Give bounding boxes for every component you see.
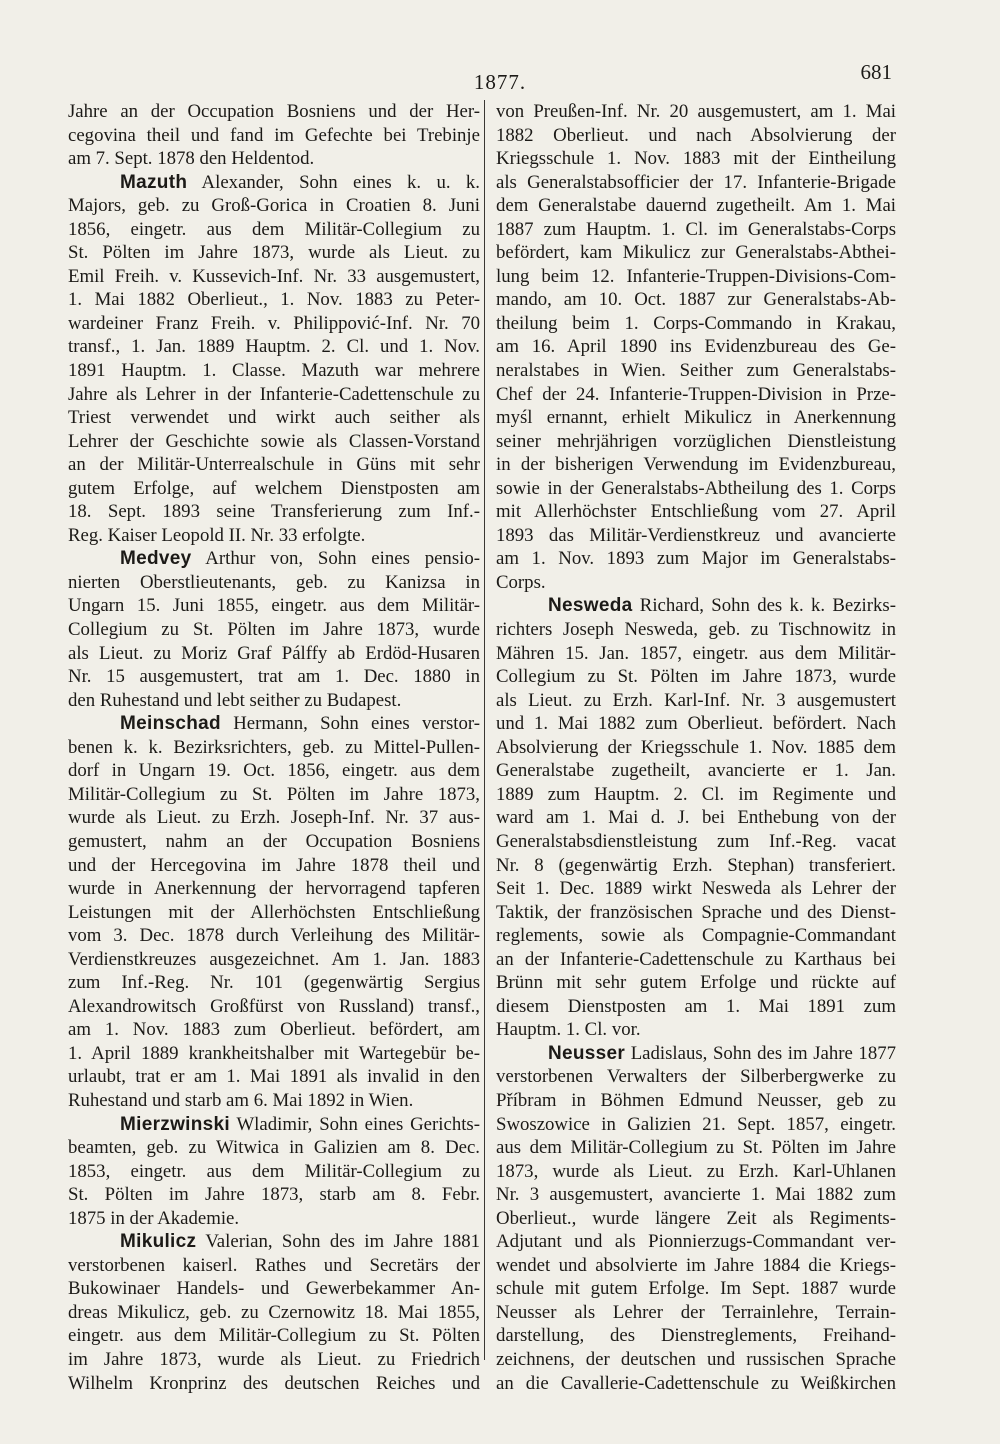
line-text: gemustert, nahm an der Occupation Bosniens — [68, 830, 480, 852]
line-text: Leistungen mit der Allerhöchsten Entschließung — [68, 901, 480, 923]
entry-name: Mikulicz — [120, 1231, 197, 1253]
line-text: an die Cavallerie-Cadettenschule zu Weißkirchen — [496, 1372, 896, 1394]
text-line — [496, 665, 896, 689]
text-line — [496, 759, 896, 783]
entry-start-line — [68, 547, 480, 571]
text-line — [496, 524, 896, 548]
text-line — [496, 1089, 896, 1113]
text-line — [496, 1113, 896, 1137]
line-text: zeichnens, der deutschen und russischen Sprache — [496, 1348, 896, 1370]
text-line — [68, 1160, 480, 1184]
text-line — [496, 1160, 896, 1184]
line-text: Alexander, Sohn eines k. u. k. — [187, 171, 480, 193]
line-text: und 1. Mai 1882 zum Oberlieut. befördert. Nach — [496, 713, 896, 735]
line-text: Generalstabsdienstleistung zum Inf.-Reg. vacat — [496, 830, 896, 852]
line-text: Absolvierung der Kriegsschule 1. Nov. 1885 dem — [496, 736, 896, 758]
line-text: 1882 Oberlieut. und nach Absolvierung der — [496, 124, 896, 146]
line-text: Adjutant und als Pionnierzugs-Commandant ver- — [496, 1231, 896, 1253]
text-line — [496, 618, 896, 642]
line-text: Wladimir, Sohn eines Gerichts- — [229, 1113, 480, 1135]
line-text: Nr. 8 (gegenwärtig Erzh. Stephan) transferiert. — [496, 854, 896, 876]
text-line — [496, 783, 896, 807]
text-line — [68, 124, 480, 148]
line-text: Jahre als Lehrer in der Infanterie-Cadettenschule zu — [68, 383, 480, 405]
line-text: an der Infanterie-Cadettenschule zu Karthaus bei — [496, 948, 896, 970]
text-line — [68, 995, 480, 1019]
line-text: Generalstabe zugetheilt, avancierte er 1. Jan. — [496, 760, 896, 782]
text-line — [68, 783, 480, 807]
text-line — [496, 854, 896, 878]
line-text: transf., 1. Jan. 1889 Hauptm. 2. Cl. und 1. Nov. — [68, 336, 480, 358]
text-line — [496, 901, 896, 925]
text-line — [68, 806, 480, 830]
entry-start-line — [496, 1042, 896, 1066]
line-text: diesem Dienstposten am 1. Mai 1891 zum — [496, 995, 896, 1017]
line-text: wurde in Anerkennung der hervorragend tapferen — [68, 878, 480, 900]
line-text: urlaubt, trat er am 1. Mai 1891 als invalid in den — [68, 1066, 480, 1088]
line-text: theilung beim 1. Corps-Commando in Krakau, — [496, 312, 896, 334]
text-line — [68, 1018, 480, 1042]
line-text: am 7. Sept. 1878 den Heldentod. — [68, 148, 315, 170]
line-text: mando, am 10. Oct. 1887 zur Generalstabs-Ab- — [496, 289, 896, 311]
text-line — [496, 1372, 896, 1396]
text-line — [68, 1301, 480, 1325]
text-line — [68, 1254, 480, 1278]
text-line — [496, 1183, 896, 1207]
text-line — [496, 1277, 896, 1301]
text-line — [496, 265, 896, 289]
line-text: 1. April 1889 krankheitshalber mit Wartegebür be- — [68, 1042, 480, 1064]
column-divider — [484, 100, 485, 1360]
text-line — [68, 477, 480, 501]
text-line — [68, 759, 480, 783]
text-line — [496, 571, 896, 595]
text-line — [68, 618, 480, 642]
line-text: gutem Erfolge, auf welchem Dienstposten am — [68, 477, 480, 499]
line-text: Ungarn 15. Juni 1855, eingetr. aus dem Militär- — [68, 595, 480, 617]
text-line — [496, 995, 896, 1019]
entry-start-line — [68, 712, 480, 736]
line-text: als Lieut. zu Moriz Graf Pálffy ab Erdöd-Husaren — [68, 642, 480, 664]
text-line — [496, 1254, 896, 1278]
text-line — [68, 1277, 480, 1301]
line-text: Swoszowice in Galizien 21. Sept. 1857, eingetr. — [496, 1113, 896, 1135]
line-text: lung beim 12. Infanterie-Truppen-Divisions-Com- — [496, 265, 896, 287]
line-text: nierten Oberstlieutenants, geb. zu Kanizsa in — [68, 571, 480, 593]
text-line — [496, 194, 896, 218]
text-line — [496, 948, 896, 972]
line-text: richters Joseph Nesweda, geb. zu Tischnowitz in — [496, 619, 896, 641]
text-line — [68, 147, 480, 171]
text-line — [496, 1324, 896, 1348]
line-text: Jahre an der Occupation Bosniens und der Her- — [68, 101, 480, 122]
text-line — [496, 453, 896, 477]
line-text: 1. Mai 1882 Oberlieut., 1. Nov. 1883 zu Peter- — [68, 289, 480, 311]
entry-start-line — [68, 1230, 480, 1254]
line-text: wendet und absolvierte im Jahre 1884 die Kriegs- — [496, 1254, 896, 1276]
text-line — [496, 1301, 896, 1325]
text-line — [68, 312, 480, 336]
line-text: Wilhelm Kronprinz des deutschen Reiches und — [68, 1372, 480, 1394]
line-text: in der bisherigen Verwendung im Evidenzbureau, — [496, 454, 896, 476]
text-line — [496, 830, 896, 854]
text-line — [68, 642, 480, 666]
text-line — [496, 288, 896, 312]
line-text: eingetr. aus dem Militär-Collegium zu St. Pölten — [68, 1325, 480, 1347]
line-text: an der Militär-Unterrealschule in Güns mit sehr — [68, 454, 480, 476]
text-line — [496, 477, 896, 501]
text-line — [68, 218, 480, 242]
text-line — [68, 430, 480, 454]
line-text: mit Allerhöchster Entschließung vom 27. April — [496, 501, 896, 523]
line-text: darstellung, des Dienstreglements, Freihand- — [496, 1325, 896, 1347]
line-text: Ruhestand und starb am 6. Mai 1892 in Wien. — [68, 1089, 414, 1111]
line-text: Militär-Collegium zu St. Pölten im Jahre 1873, — [68, 783, 480, 805]
text-line — [68, 1089, 480, 1113]
text-line — [68, 194, 480, 218]
line-text: Triest verwendet und wirkt auch seither als — [68, 407, 480, 429]
text-line — [68, 1042, 480, 1066]
text-line — [68, 1348, 480, 1372]
line-text: schule mit gutem Erfolge. Im Sept. 1887 wurde — [496, 1278, 896, 1300]
text-line — [68, 359, 480, 383]
line-text: den Ruhestand und lebt seither zu Budapest. — [68, 689, 402, 711]
text-line — [68, 1207, 480, 1231]
line-text: aus dem Militär-Collegium zu St. Pölten im Jahre — [496, 1137, 896, 1159]
line-text: von Preußen-Inf. Nr. 20 ausgemustert, am 1. Mai — [496, 101, 896, 122]
line-text: wurde als Lieut. zu Erzh. Joseph-Inf. Nr. 37 aus- — [68, 807, 480, 829]
line-text: verstorbenen kaiserl. Rathes und Secretärs der — [68, 1254, 480, 1276]
text-line — [68, 453, 480, 477]
line-text: Emil Freih. v. Kussevich-Inf. Nr. 33 ausgemustert, — [68, 265, 480, 287]
text-line — [68, 830, 480, 854]
text-line — [496, 100, 896, 124]
line-text: dorf in Ungarn 19. Oct. 1856, eingetr. aus dem — [68, 760, 480, 782]
text-line — [496, 171, 896, 195]
line-text: vom 3. Dec. 1878 durch Verleihung des Militär- — [68, 925, 480, 947]
line-text: als Generalstabsofficier der 17. Infanterie-Brigade — [496, 171, 896, 193]
text-line — [68, 241, 480, 265]
entry-name: Meinschad — [120, 713, 221, 735]
line-text: Collegium zu St. Pölten im Jahre 1873, wurde — [496, 666, 896, 688]
line-text: beamten, geb. zu Witwica in Galizien am 8. Dec. — [68, 1137, 480, 1159]
text-line — [496, 241, 896, 265]
line-text: am 16. April 1890 ins Evidenzbureau des Ge- — [496, 336, 896, 358]
text-line — [68, 571, 480, 595]
line-text: Reg. Kaiser Leopold II. Nr. 33 erfolgte. — [68, 524, 366, 546]
text-line — [68, 948, 480, 972]
text-line — [496, 218, 896, 242]
line-text: Seit 1. Dec. 1889 wirkt Nesweda als Lehrer der — [496, 878, 896, 900]
text-line — [496, 430, 896, 454]
text-line — [496, 383, 896, 407]
text-line — [68, 1065, 480, 1089]
text-line — [68, 500, 480, 524]
entry-start-line — [68, 171, 480, 195]
line-text: Neusser als Lehrer der Terrainlehre, Terrain- — [496, 1301, 896, 1323]
line-text: dreas Mikulicz, geb. zu Czernowitz 18. Mai 1855, — [68, 1301, 480, 1323]
line-text: benen k. k. Bezirksrichters, geb. zu Mittel-Pullen- — [68, 736, 480, 758]
entry-name: Nesweda — [548, 595, 633, 617]
entry-name: Mazuth — [120, 171, 188, 193]
text-line — [68, 335, 480, 359]
line-text: verstorbenen Verwalters der Silberbergwerke zu — [496, 1066, 896, 1088]
line-text: Příbram in Böhmen Edmund Neusser, geb zu — [496, 1089, 896, 1111]
line-text: Arthur von, Sohn eines pensio- — [191, 548, 480, 570]
line-text: myśl ernannt, erhielt Mikulicz in Anerkennung — [496, 407, 896, 429]
line-text: Ladislaus, Sohn des im Jahre 1877 — [625, 1042, 896, 1064]
text-line — [68, 854, 480, 878]
page-number: 681 — [860, 60, 892, 84]
text-line — [68, 665, 480, 689]
line-text: 1856, eingetr. aus dem Militär-Collegium zu — [68, 218, 480, 240]
text-line — [496, 500, 896, 524]
text-line — [496, 1348, 896, 1372]
text-line — [68, 736, 480, 760]
text-line — [496, 712, 896, 736]
line-text: St. Pölten im Jahre 1873, wurde als Lieut. zu — [68, 242, 480, 264]
line-text: 1893 das Militär-Verdienstkreuz und avancierte — [496, 524, 896, 546]
text-line — [496, 1230, 896, 1254]
line-text: 18. Sept. 1893 seine Transferierung zum Inf.- — [68, 501, 480, 523]
text-line — [496, 124, 896, 148]
text-line — [496, 924, 896, 948]
line-text: ward am 1. Mai d. J. bei Enthebung von der — [496, 807, 896, 829]
text-line — [68, 594, 480, 618]
line-text: 1873, wurde als Lieut. zu Erzh. Karl-Uhlanen — [496, 1160, 896, 1182]
text-line — [496, 1018, 896, 1042]
line-text: Alexandrowitsch Großfürst von Russland) transf., — [68, 995, 480, 1017]
line-text: Nr. 15 ausgemustert, trat am 1. Dec. 1880 in — [68, 666, 480, 688]
line-text: als Lieut. zu Erzh. Karl-Inf. Nr. 3 ausgemustert — [496, 689, 896, 711]
text-line — [496, 547, 896, 571]
line-text: seiner mehrjährigen vorzüglichen Dienstleistung — [496, 430, 896, 452]
text-line — [496, 335, 896, 359]
entry-start-line — [496, 594, 896, 618]
left-column — [68, 100, 480, 1395]
line-text: 1891 Hauptm. 1. Classe. Mazuth war mehrere — [68, 360, 480, 382]
line-text: Oberlieut., wurde längere Zeit als Regiments- — [496, 1207, 896, 1229]
text-line — [68, 901, 480, 925]
line-text: und der Hercegovina im Jahre 1878 theil und — [68, 854, 480, 876]
line-text: 1889 zum Hauptm. 2. Cl. im Regimente und — [496, 783, 896, 805]
entry-name: Medvey — [120, 548, 192, 570]
text-line — [496, 1136, 896, 1160]
text-line — [68, 1136, 480, 1160]
line-text: Hauptm. 1. Cl. vor. — [496, 1019, 641, 1041]
right-column — [496, 100, 896, 1395]
line-text: neralstabes in Wien. Seither zum Generalstabs- — [496, 360, 896, 382]
line-text: Chef der 24. Infanterie-Truppen-Division in Prze- — [496, 383, 896, 405]
line-text: Bukowinaer Handels- und Gewerbekammer An- — [68, 1278, 480, 1300]
text-line — [496, 1207, 896, 1231]
text-line — [68, 689, 480, 713]
line-text: Kriegsschule 1. Nov. 1883 mit der Eintheilung — [496, 148, 896, 170]
line-text: Taktik, der französischen Sprache und des Dienst- — [496, 901, 896, 923]
line-text: cegovina theil und fand im Gefechte bei Trebinje — [68, 124, 480, 146]
text-line — [68, 383, 480, 407]
entry-name: Mierzwinski — [120, 1113, 230, 1135]
text-line — [496, 406, 896, 430]
text-line — [496, 147, 896, 171]
line-text: 1887 zum Hauptm. 1. Cl. im Generalstabs-Corps — [496, 218, 896, 240]
text-line — [68, 524, 480, 548]
line-text: 1853, eingetr. aus dem Militär-Collegium zu — [68, 1160, 480, 1182]
line-text: 1875 in der Akademie. — [68, 1207, 240, 1229]
line-text: wardeiner Franz Freih. v. Philippović-Inf. Nr. 70 — [68, 312, 480, 334]
line-text: befördert, kam Mikulicz zur Generalstabs-Abthei- — [496, 242, 896, 264]
text-line — [496, 806, 896, 830]
line-text: zum Inf.-Reg. Nr. 101 (gegenwärtig Sergius — [68, 972, 480, 994]
text-line — [68, 1183, 480, 1207]
page-header-year: 1877. — [473, 70, 527, 94]
line-text: Hermann, Sohn eines verstor- — [220, 713, 480, 735]
line-text: Collegium zu St. Pölten im Jahre 1873, wurde — [68, 619, 480, 641]
text-line — [496, 642, 896, 666]
line-text: im Jahre 1873, wurde als Lieut. zu Friedrich — [68, 1348, 480, 1370]
text-line — [68, 1324, 480, 1348]
line-text: am 1. Nov. 1893 zum Major im Generalstabs- — [496, 548, 896, 570]
text-line — [68, 1372, 480, 1396]
text-line — [68, 288, 480, 312]
line-text: Nr. 3 ausgemustert, avancierte 1. Mai 1882 zum — [496, 1184, 896, 1206]
text-line — [496, 312, 896, 336]
text-line — [496, 689, 896, 713]
line-text: reglements, sowie als Compagnie-Commandant — [496, 925, 896, 947]
text-line — [496, 1065, 896, 1089]
text-line — [496, 971, 896, 995]
line-text: Corps. — [496, 571, 546, 593]
line-text: Verdienstkreuzes ausgezeichnet. Am 1. Jan. 1883 — [68, 948, 480, 970]
text-line — [68, 877, 480, 901]
line-text: sowie in der Generalstabs-Abtheilung des 1. Corps — [496, 477, 896, 499]
text-line — [68, 100, 480, 124]
line-text: Valerian, Sohn des im Jahre 1881 — [196, 1231, 480, 1253]
entry-name: Neusser — [548, 1042, 626, 1064]
line-text: St. Pölten im Jahre 1873, starb am 8. Febr. — [68, 1184, 480, 1206]
line-text: Brünn mit sehr gutem Erfolge und rückte auf — [496, 972, 896, 994]
line-text: am 1. Nov. 1883 zum Oberlieut. befördert, am — [68, 1019, 480, 1041]
text-line — [68, 971, 480, 995]
text-line — [68, 265, 480, 289]
line-text: Lehrer der Geschichte sowie als Classen-Vorstand — [68, 430, 480, 452]
text-line — [496, 359, 896, 383]
entry-start-line — [68, 1113, 480, 1137]
text-line — [496, 877, 896, 901]
text-line — [496, 736, 896, 760]
line-text: Mähren 15. Jan. 1857, eingetr. aus dem Militär- — [496, 642, 896, 664]
text-line — [68, 924, 480, 948]
line-text: Majors, geb. zu Groß-Gorica in Croatien 8. Juni — [68, 195, 480, 217]
text-line — [68, 406, 480, 430]
line-text: Richard, Sohn des k. k. Bezirks- — [632, 595, 896, 617]
line-text: dem Generalstabe dauernd zugetheilt. Am 1. Mai — [496, 195, 896, 217]
